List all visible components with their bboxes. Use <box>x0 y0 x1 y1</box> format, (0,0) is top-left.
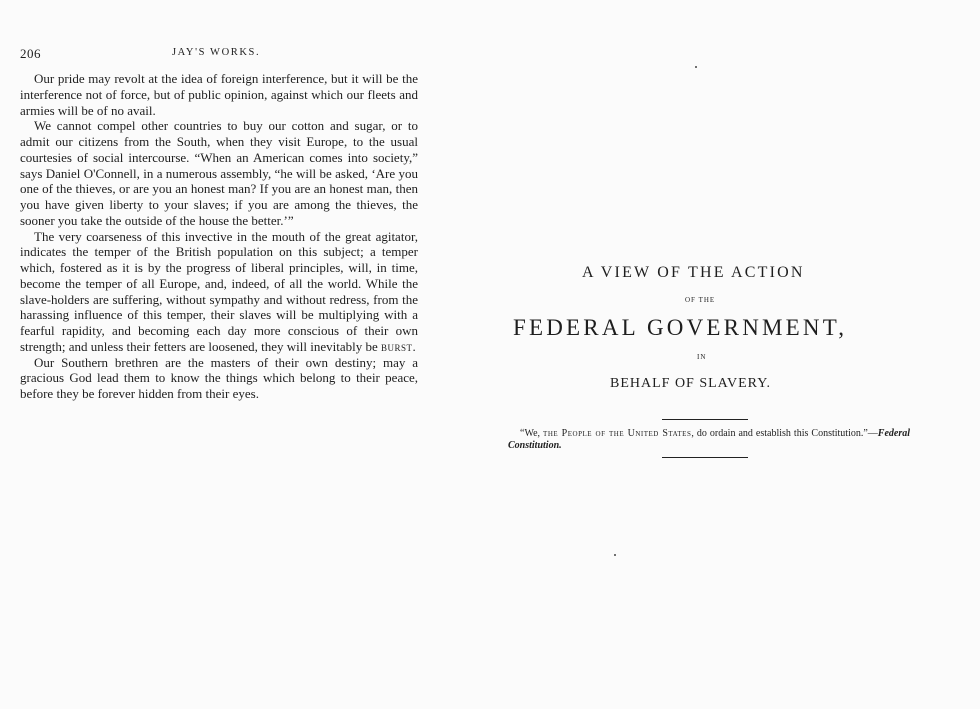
title-line-1: A VIEW OF THE ACTION <box>582 264 805 281</box>
emphasis-burst: burst <box>381 338 413 354</box>
epigraph <box>508 428 910 451</box>
title-main: FEDERAL GOVERNMENT, <box>513 315 848 340</box>
paragraph-3-end: . <box>412 338 416 354</box>
title-line-2: OF THE <box>685 296 716 304</box>
title-line-4: IN <box>697 353 707 361</box>
header-title: JAY'S WORKS. <box>172 47 261 58</box>
title-subtitle: BEHALF OF SLAVERY. <box>610 376 772 391</box>
paragraph-3-text: The very coarseness of this invective in the mouth of the great agitator, indicates the temper of the British population on this subject; a temper which, fostered as it is by the progress of liberal principles, will, in time, become the temper of all Europe, and, indeed, of all the world. While the slave-holders are suffering, without sympathy and without redress, from the harassing influence of this temper, their slaves will be multiplying with a fearful rapidity, and becoming each day more conscious of their own strength; and unless their fetters are loosened, they will inevitably be <box>20 228 418 354</box>
epigraph-open: “We, <box>520 428 544 439</box>
epigraph-body: , do ordain and establish this Constitution.”— <box>691 428 878 439</box>
paragraph-3 <box>20 229 418 355</box>
page-speck <box>695 66 697 68</box>
paragraph-2: We cannot compel other countries to buy our cotton and sugar, or to admit our citizens from the South, when they visit Europe, to the usual courtesies of social intercourse. “When an American comes into society,” says Daniel O'Connell, in a numerous assembly, “he will be asked, ‘Are you one of the thieves, or are you an honest man? If you are an honest man, then you have given liberty to your slaves; if you are among the thieves, the sooner you take the outside of the house the better.’” <box>20 118 418 228</box>
rule-bottom <box>662 457 748 458</box>
page-speck <box>614 554 616 556</box>
paragraph-4: Our Southern brethren are the masters of their own destiny; may a gracious God lead them to know the things which belong to their peace, before they be forever hidden from their eyes. <box>20 354 418 401</box>
epigraph-source: Federal Constitution. <box>508 428 911 451</box>
body-text <box>20 71 418 402</box>
rule-top <box>662 419 748 420</box>
running-head <box>20 46 420 64</box>
right-page <box>490 0 980 709</box>
epigraph-smallcaps: the People of the United States <box>543 428 692 439</box>
paragraph-1: Our pride may revolt at the idea of foreign interference, but it will be the interference not of force, but of public opinion, against which our fleets and armies will be of no avail. <box>20 71 418 118</box>
epigraph-text <box>508 428 910 451</box>
page-number: 206 <box>20 46 41 61</box>
